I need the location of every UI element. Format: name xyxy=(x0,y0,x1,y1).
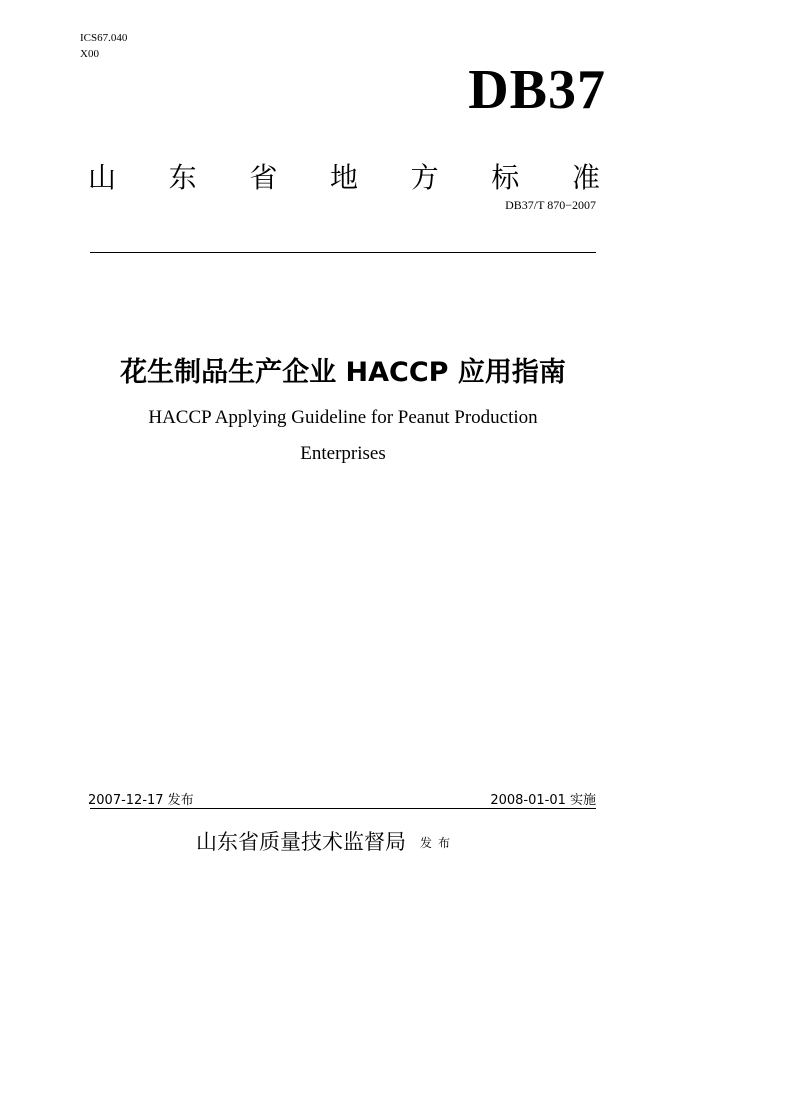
title-char: 标 xyxy=(491,161,520,194)
standard-mark: DB37 xyxy=(468,59,606,121)
title-char: 准 xyxy=(571,161,600,194)
title-char: 省 xyxy=(249,161,278,194)
implementation-date: 2008-01-01 实施 xyxy=(490,793,596,808)
dates-row xyxy=(88,789,596,808)
local-standard-title xyxy=(88,156,600,196)
title-char: 东 xyxy=(168,161,197,194)
title-char: 山 xyxy=(88,161,117,194)
publisher-action: 发布 xyxy=(420,836,457,850)
top-divider xyxy=(90,252,596,253)
issue-date: 2007-12-17 发布 xyxy=(88,793,194,808)
publisher-organization: 山东省质量技术监督局 xyxy=(196,830,406,854)
bottom-divider xyxy=(90,808,596,809)
title-char: 地 xyxy=(329,161,358,194)
publisher-line xyxy=(196,826,456,856)
document-title-chinese: 花生制品生产企业 HACCP 应用指南 xyxy=(120,357,566,388)
standard-number: DB37/T 870−2007 xyxy=(505,198,596,212)
english-title-line-1: HACCP Applying Guideline for Peanut Production xyxy=(148,407,538,428)
ics-code: ICS67.040 xyxy=(80,32,128,44)
classification-code: X00 xyxy=(80,48,99,60)
document-title-english xyxy=(0,400,686,472)
ics-block xyxy=(80,30,127,62)
title-char: 方 xyxy=(410,161,439,194)
english-title-line-2: Enterprises xyxy=(300,443,386,464)
